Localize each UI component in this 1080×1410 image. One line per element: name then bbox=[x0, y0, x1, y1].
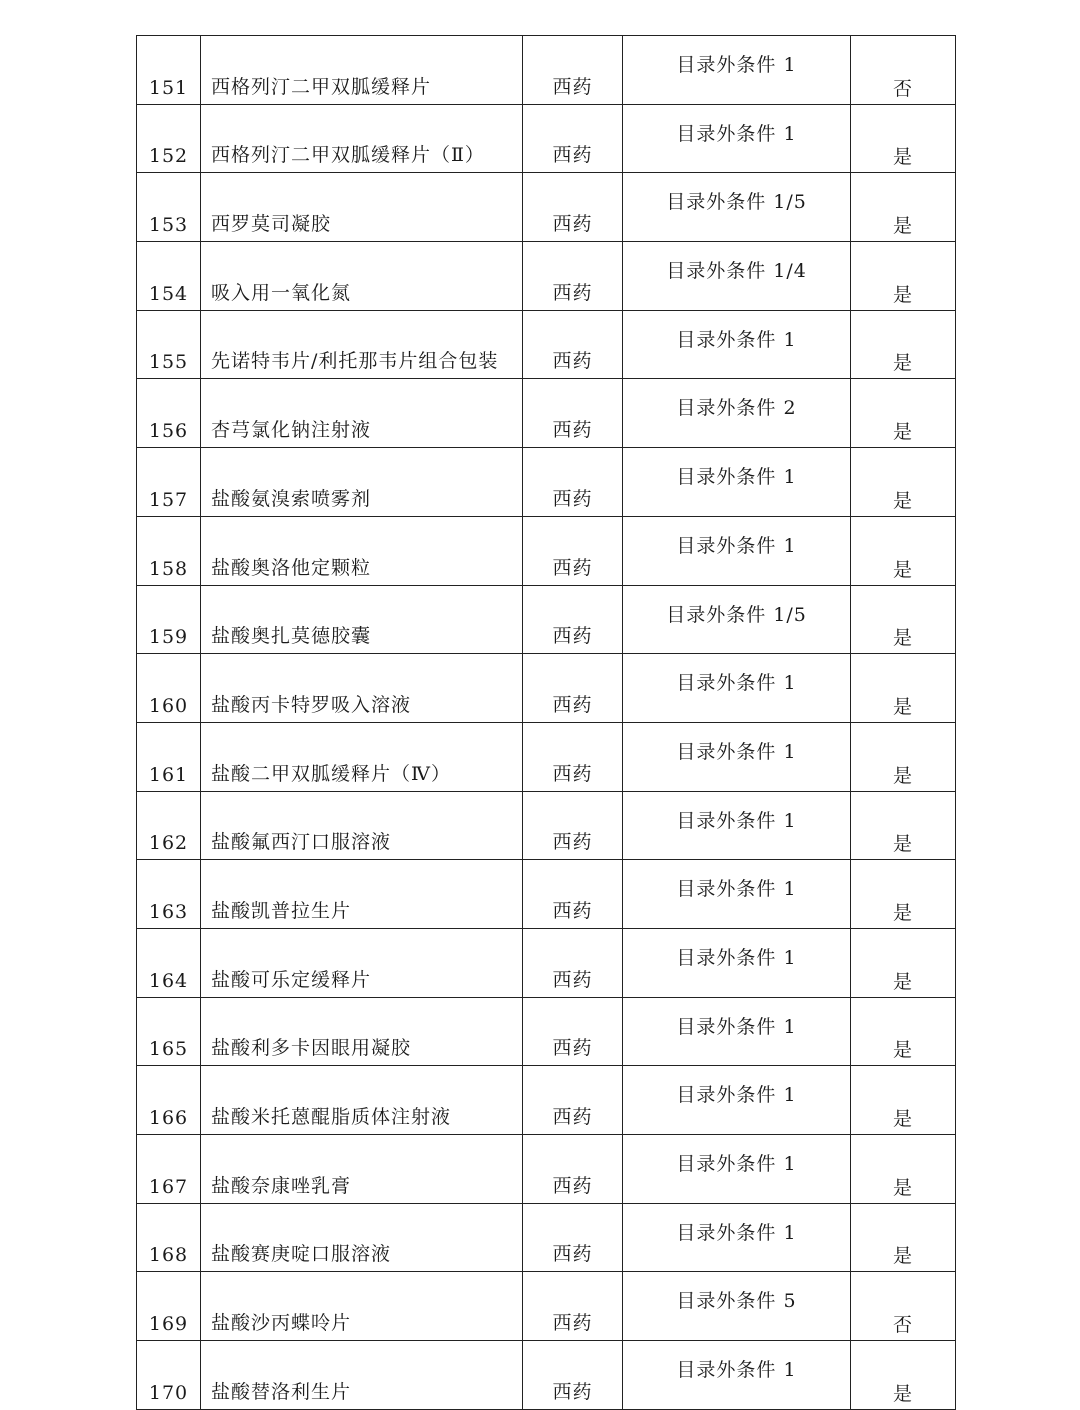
condition-cell: 目录外条件 1/5 bbox=[623, 173, 851, 242]
row-number-cell: 159 bbox=[137, 585, 201, 654]
condition-cell: 目录外条件 1 bbox=[623, 997, 851, 1066]
row-number-cell: 151 bbox=[137, 36, 201, 105]
row-number-cell: 170 bbox=[137, 1341, 201, 1410]
drug-type-cell: 西药 bbox=[523, 36, 623, 105]
condition-cell: 目录外条件 1 bbox=[623, 448, 851, 517]
condition-cell: 目录外条件 1/5 bbox=[623, 585, 851, 654]
table-body bbox=[137, 36, 956, 1410]
table-row bbox=[137, 1203, 956, 1272]
flag-cell: 是 bbox=[851, 516, 956, 585]
drug-name-cell: 西格列汀二甲双胍缓释片（Ⅱ） bbox=[201, 104, 523, 173]
condition-cell: 目录外条件 1 bbox=[623, 310, 851, 379]
condition-cell: 目录外条件 1 bbox=[623, 928, 851, 997]
drug-name-cell: 盐酸利多卡因眼用凝胶 bbox=[201, 997, 523, 1066]
flag-cell: 是 bbox=[851, 242, 956, 311]
drug-type-cell: 西药 bbox=[523, 516, 623, 585]
table-row bbox=[137, 722, 956, 791]
table-row bbox=[137, 516, 956, 585]
drug-name-cell: 杏芎氯化钠注射液 bbox=[201, 379, 523, 448]
row-number-cell: 168 bbox=[137, 1203, 201, 1272]
drug-type-cell: 西药 bbox=[523, 654, 623, 723]
table-row bbox=[137, 1341, 956, 1410]
flag-cell: 是 bbox=[851, 173, 956, 242]
flag-cell: 否 bbox=[851, 36, 956, 105]
drug-type-cell: 西药 bbox=[523, 1135, 623, 1204]
drug-type-cell: 西药 bbox=[523, 1341, 623, 1410]
flag-cell: 是 bbox=[851, 448, 956, 517]
flag-cell: 是 bbox=[851, 585, 956, 654]
drug-name-cell: 西罗莫司凝胶 bbox=[201, 173, 523, 242]
condition-cell: 目录外条件 1 bbox=[623, 791, 851, 860]
table-row bbox=[137, 310, 956, 379]
row-number-cell: 164 bbox=[137, 928, 201, 997]
drug-name-cell: 盐酸奥扎莫德胶囊 bbox=[201, 585, 523, 654]
drug-name-cell: 盐酸沙丙蝶呤片 bbox=[201, 1272, 523, 1341]
row-number-cell: 152 bbox=[137, 104, 201, 173]
drug-name-cell: 盐酸替洛利生片 bbox=[201, 1341, 523, 1410]
drug-type-cell: 西药 bbox=[523, 310, 623, 379]
row-number-cell: 167 bbox=[137, 1135, 201, 1204]
drug-type-cell: 西药 bbox=[523, 1066, 623, 1135]
condition-cell: 目录外条件 1 bbox=[623, 722, 851, 791]
condition-cell: 目录外条件 1 bbox=[623, 516, 851, 585]
row-number-cell: 162 bbox=[137, 791, 201, 860]
row-number-cell: 165 bbox=[137, 997, 201, 1066]
row-number-cell: 169 bbox=[137, 1272, 201, 1341]
drug-type-cell: 西药 bbox=[523, 242, 623, 311]
condition-cell: 目录外条件 1 bbox=[623, 654, 851, 723]
drug-type-cell: 西药 bbox=[523, 997, 623, 1066]
table-row bbox=[137, 104, 956, 173]
row-number-cell: 158 bbox=[137, 516, 201, 585]
flag-cell: 是 bbox=[851, 310, 956, 379]
table-row bbox=[137, 36, 956, 105]
table-row bbox=[137, 997, 956, 1066]
table-row bbox=[137, 448, 956, 517]
flag-cell: 是 bbox=[851, 928, 956, 997]
flag-cell: 是 bbox=[851, 1341, 956, 1410]
row-number-cell: 160 bbox=[137, 654, 201, 723]
row-number-cell: 161 bbox=[137, 722, 201, 791]
condition-cell: 目录外条件 1 bbox=[623, 104, 851, 173]
table-row bbox=[137, 1272, 956, 1341]
drug-name-cell: 先诺特韦片/利托那韦片组合包装 bbox=[201, 310, 523, 379]
drug-type-cell: 西药 bbox=[523, 585, 623, 654]
flag-cell: 是 bbox=[851, 791, 956, 860]
condition-cell: 目录外条件 1 bbox=[623, 36, 851, 105]
flag-cell: 是 bbox=[851, 1135, 956, 1204]
drug-list-table bbox=[136, 35, 956, 1410]
flag-cell: 是 bbox=[851, 860, 956, 929]
drug-name-cell: 西格列汀二甲双胍缓释片 bbox=[201, 36, 523, 105]
row-number-cell: 157 bbox=[137, 448, 201, 517]
row-number-cell: 156 bbox=[137, 379, 201, 448]
drug-name-cell: 盐酸奥洛他定颗粒 bbox=[201, 516, 523, 585]
condition-cell: 目录外条件 1 bbox=[623, 1341, 851, 1410]
flag-cell: 是 bbox=[851, 379, 956, 448]
flag-cell: 是 bbox=[851, 1066, 956, 1135]
row-number-cell: 155 bbox=[137, 310, 201, 379]
drug-name-cell: 盐酸丙卡特罗吸入溶液 bbox=[201, 654, 523, 723]
drug-type-cell: 西药 bbox=[523, 173, 623, 242]
flag-cell: 是 bbox=[851, 722, 956, 791]
flag-cell: 是 bbox=[851, 654, 956, 723]
drug-name-cell: 盐酸可乐定缓释片 bbox=[201, 928, 523, 997]
drug-name-cell: 盐酸奈康唑乳膏 bbox=[201, 1135, 523, 1204]
table-row bbox=[137, 1135, 956, 1204]
drug-type-cell: 西药 bbox=[523, 1272, 623, 1341]
drug-type-cell: 西药 bbox=[523, 104, 623, 173]
drug-name-cell: 盐酸二甲双胍缓释片（Ⅳ） bbox=[201, 722, 523, 791]
table-row bbox=[137, 928, 956, 997]
drug-type-cell: 西药 bbox=[523, 1203, 623, 1272]
table-row bbox=[137, 173, 956, 242]
table-row bbox=[137, 242, 956, 311]
condition-cell: 目录外条件 1 bbox=[623, 1135, 851, 1204]
table-row bbox=[137, 379, 956, 448]
condition-cell: 目录外条件 5 bbox=[623, 1272, 851, 1341]
flag-cell: 是 bbox=[851, 104, 956, 173]
row-number-cell: 163 bbox=[137, 860, 201, 929]
flag-cell: 是 bbox=[851, 997, 956, 1066]
drug-name-cell: 盐酸氨溴索喷雾剂 bbox=[201, 448, 523, 517]
drug-name-cell: 盐酸氟西汀口服溶液 bbox=[201, 791, 523, 860]
table-row bbox=[137, 860, 956, 929]
table-row bbox=[137, 585, 956, 654]
condition-cell: 目录外条件 1 bbox=[623, 1203, 851, 1272]
drug-name-cell: 盐酸凯普拉生片 bbox=[201, 860, 523, 929]
drug-type-cell: 西药 bbox=[523, 379, 623, 448]
row-number-cell: 166 bbox=[137, 1066, 201, 1135]
condition-cell: 目录外条件 1 bbox=[623, 1066, 851, 1135]
condition-cell: 目录外条件 1 bbox=[623, 860, 851, 929]
drug-name-cell: 吸入用一氧化氮 bbox=[201, 242, 523, 311]
row-number-cell: 153 bbox=[137, 173, 201, 242]
flag-cell: 否 bbox=[851, 1272, 956, 1341]
drug-type-cell: 西药 bbox=[523, 791, 623, 860]
table-row bbox=[137, 1066, 956, 1135]
condition-cell: 目录外条件 2 bbox=[623, 379, 851, 448]
drug-name-cell: 盐酸赛庚啶口服溶液 bbox=[201, 1203, 523, 1272]
drug-name-cell: 盐酸米托蒽醌脂质体注射液 bbox=[201, 1066, 523, 1135]
drug-type-cell: 西药 bbox=[523, 860, 623, 929]
flag-cell: 是 bbox=[851, 1203, 956, 1272]
row-number-cell: 154 bbox=[137, 242, 201, 311]
condition-cell: 目录外条件 1/4 bbox=[623, 242, 851, 311]
drug-type-cell: 西药 bbox=[523, 928, 623, 997]
drug-type-cell: 西药 bbox=[523, 722, 623, 791]
table-row bbox=[137, 791, 956, 860]
table-row bbox=[137, 654, 956, 723]
drug-type-cell: 西药 bbox=[523, 448, 623, 517]
